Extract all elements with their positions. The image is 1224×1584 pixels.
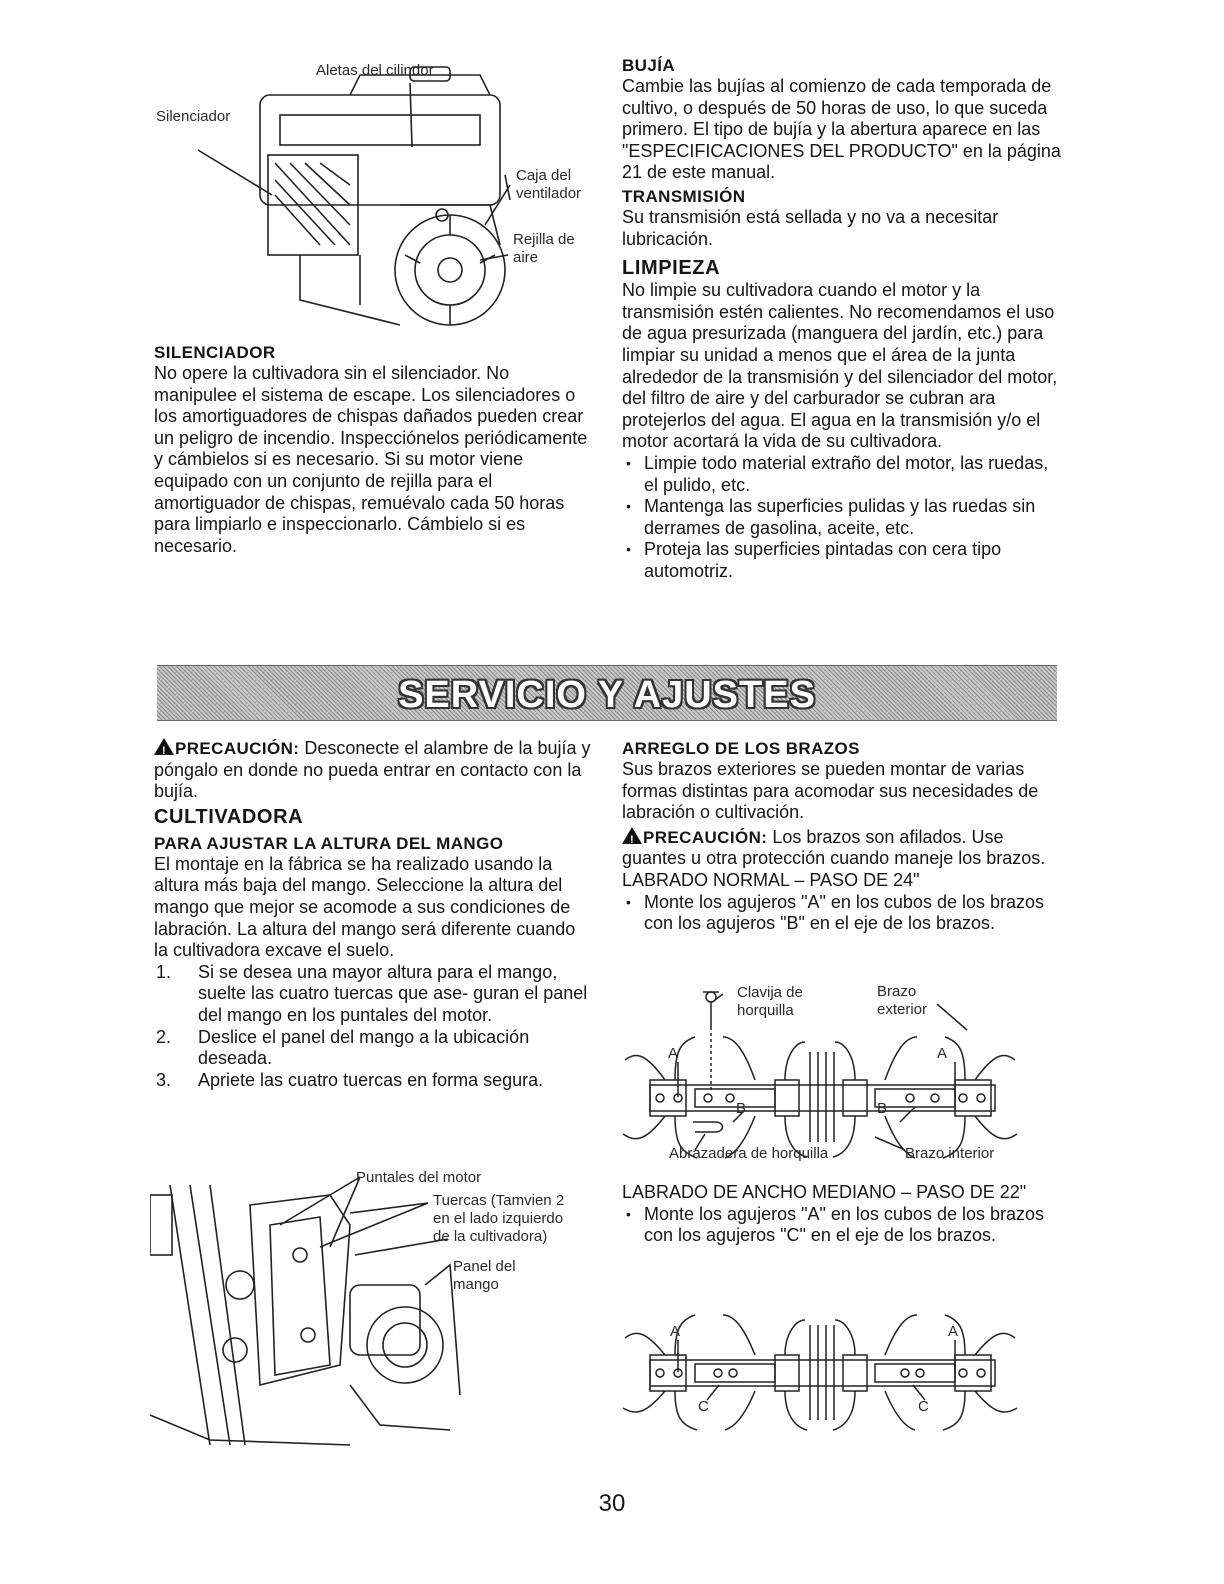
- heading-bujia: BUJÍA: [622, 56, 676, 75]
- tine-figure-2: [615, 1300, 1025, 1440]
- heading-transmision: TRANSMISIÓN: [622, 186, 746, 206]
- text-transmision: Su transmisión está sellada y no va a necesitar lubricación.: [622, 206, 999, 249]
- list-item: • Limpie todo material extraño del motor, las ruedas, el pulido, etc.: [622, 453, 1062, 496]
- warning-icon: [154, 738, 174, 755]
- heading-silenciador: SILENCIADOR: [154, 343, 276, 362]
- precaution-2-label: PRECAUCIÓN:: [643, 827, 768, 847]
- section-arreglo: [622, 738, 1062, 935]
- label-c-right: C: [918, 1398, 929, 1415]
- label-inner-tine: Brazo interior: [905, 1145, 995, 1162]
- section-bujia: [622, 55, 1062, 582]
- section-silenciador: [154, 342, 594, 557]
- label-hairpin-clip: Abrazadera de horquilla: [669, 1145, 829, 1162]
- label-a-left: A: [668, 1045, 679, 1062]
- label-b-left: B: [736, 1100, 747, 1117]
- list-item: 1. Si se desea una mayor altura para el mango, suelte las cuatro tuercas que ase- guran el panel del mango en los puntales del motor.: [156, 961, 588, 1025]
- precaution-1-text: Desconecte el alambre de la bujía y póngalo en donde no pueda entrar en contacto con la bujía.: [154, 738, 591, 802]
- list-item: 3. Apriete las cuatro tuercas en forma segura.: [156, 1069, 544, 1090]
- list-item: • Monte los agujeros "A" en los cubos de los brazos con los agujeros "C" en el eje de los brazos.: [622, 1204, 1062, 1247]
- page-number: 30: [598, 1490, 626, 1517]
- banner-title: SERVICIO Y AJUSTES: [398, 674, 816, 716]
- text-cultivadora: El montaje en la fábrica se ha realizado usando la altura más baja del mango. Seleccione la altura del mango que mejor se acomode a sus condiciones de labración. La altura del mango será diferente cuando la cultivadora excave el suelo.: [154, 853, 576, 961]
- list-limpieza: [622, 453, 1062, 583]
- section-medium: [622, 1182, 1062, 1247]
- heading-medium: LABRADO DE ANCHO MEDIANO – PASO DE 22": [622, 1182, 1027, 1202]
- label-a-right: A: [948, 1323, 959, 1340]
- text-limpieza: No limpie su cultivadora cuando el motor y la transmisión estén calientes. No recomendamos el uso de agua presurizada (manguera del jardín, etc.) para limpiar su unidad a menos que el área de la junta alrededor de la transmisión y del silenciador del motor, del filtro de aire y del carburador se cubran ara protejerlos del agua. El agua en la transmisión y/o el motor acortará la vida de su cultivadora.: [622, 280, 1058, 452]
- label-muffler: Silenciador: [156, 108, 231, 125]
- label-fan-housing: Caja del ventilador: [516, 167, 582, 202]
- label-nuts: Tuercas (Tamvien 2 en el lado izquierdo de la cultivadora): [433, 1192, 565, 1245]
- list-item: • Mantenga las superficies pulidas y las ruedas sin derrames de gasolina, aceite, etc.: [622, 496, 1062, 539]
- label-hairpin: Clavija de horquilla: [737, 984, 803, 1019]
- label-a-left: A: [670, 1323, 681, 1340]
- label-air-grille: Rejilla de aire: [513, 231, 575, 266]
- heading-arreglo: ARREGLO DE LOS BRAZOS: [622, 739, 860, 758]
- handle-figure: [150, 1165, 600, 1450]
- precaution-1: [154, 738, 594, 803]
- section-banner: [157, 665, 1057, 721]
- tine-figure-1: [615, 982, 1025, 1167]
- text-arreglo: Sus brazos exteriores se pueden montar de varias formas distintas para acomodar sus necesidades de labración o cultivación.: [622, 759, 1039, 823]
- list-steps: [154, 962, 594, 1092]
- heading-cultivadora: CULTIVADORA: [154, 805, 304, 828]
- label-a-right: A: [937, 1045, 948, 1062]
- label-struts: Puntales del motor: [356, 1169, 482, 1186]
- list-item: • Monte los agujeros "A" en los cubos de los brazos con los agujeros "B" en el eje de los brazos.: [622, 892, 1062, 935]
- engine-figure: [150, 55, 600, 335]
- tine-illustration-1: [615, 982, 1025, 1167]
- list-normal: [622, 892, 1062, 935]
- tine-illustration-2: [615, 1300, 1025, 1440]
- label-handle-panel: Panel del mango: [453, 1258, 516, 1293]
- text-bujia: Cambie las bujías al comienzo de cada temporada de cultivo, o después de 50 horas de uso, lo que suceda primero. El tipo de bujía y la abertura aparece en las "ESPECIFICACIONES DEL PRODUCTO" en la página 21 de este manual.: [622, 76, 1061, 183]
- heading-normal: LABRADO NORMAL – PASO DE 24": [622, 869, 920, 890]
- precaution-2: [622, 827, 1062, 870]
- list-item: • Proteja las superficies pintadas con cera tipo automotriz.: [622, 539, 1062, 582]
- label-outer-tine: Brazo exterior: [877, 983, 928, 1018]
- precaution-1-label: PRECAUCIÓN:: [175, 739, 300, 758]
- heading-limpieza: LIMPIEZA: [622, 257, 721, 280]
- label-cylinder-fins: Aletas del cilindor: [316, 62, 434, 79]
- text-silenciador: No opere la cultivadora sin el silenciador. No manipulee el sistema de escape. Los silenciadores o los amortiguadores de chispas dañados pueden crear un peligro de incendio. Inspecciónelos periódicamente y cámbielos si es necesario. Si su motor viene equipado con un conjunto de rejilla para el amortiguador de chispas, remuévalo cada 50 horas para limpiarlo e inspeccionarlo. Cámbielo si es necesario.: [154, 363, 588, 556]
- list-medium: [622, 1204, 1062, 1247]
- section-cultivadora: [154, 738, 594, 1091]
- label-c-left: C: [698, 1398, 709, 1415]
- warning-icon: [622, 827, 642, 844]
- list-item: 2. Deslice el panel del mango a la ubicación deseada.: [156, 1026, 530, 1069]
- subheading-mango: PARA AJUSTAR LA ALTURA DEL MANGO: [154, 833, 504, 853]
- precaution-2-text: Los brazos son afilados. Use guantes u otra protección cuando maneje los brazos.: [622, 826, 1046, 869]
- label-b-right: B: [877, 1100, 888, 1117]
